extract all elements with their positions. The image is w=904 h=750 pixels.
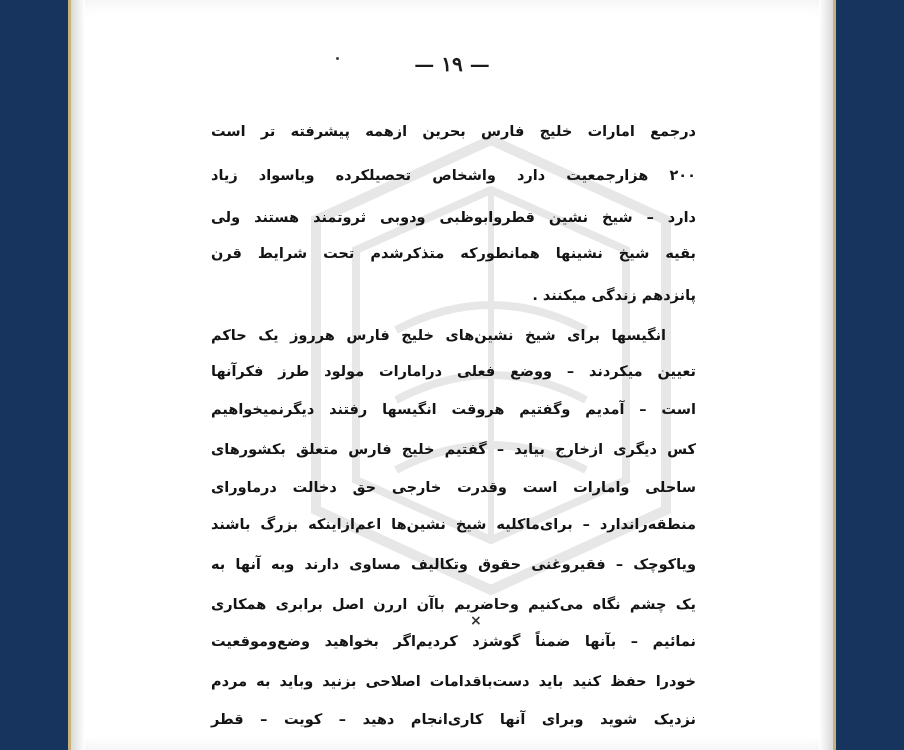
page-shadow-left — [71, 0, 85, 750]
text-line-16: نزدیک شوید وبرای آنها کاری‌انجام دهید – کویت – قطر — [211, 712, 696, 728]
text-line-12: ویاکوچک – فقیروغنی حقوق وتکالیف مساوی دارند وبه آنها به — [211, 557, 696, 573]
text-line-10: ساحلی وامارات است وقدرت خارجی حق دخالت درماورای — [211, 480, 696, 496]
right-gold-trim — [833, 0, 836, 750]
text-line-11: منطقه‌راندارد – برای‌ماکلیه شیخ نشین‌ها اعم‌ازاینکه بزرگ باشند — [211, 517, 696, 533]
handwritten-x-mark: × — [470, 613, 482, 629]
text-line-8: است – آمدیم وگفتیم هروقت انگیسها رفتند دیگرنمیخواهیم — [211, 402, 696, 418]
text-line-6: انگیسها برای شیخ نشین‌های خلیج فارس هرروز یک حاکم — [211, 328, 666, 344]
left-frame-border — [0, 0, 68, 750]
text-line-14: نمائیم – بآنها ضمناً گوشزد کردیم‌اگر بخواهید وضع‌وموقعیت — [211, 634, 696, 650]
text-line-1: درجمع امارات خلیج فارس بحرین ازهمه پیشرفته تر است — [211, 124, 696, 140]
text-line-5: پانزدهم زندگی میکنند . — [532, 288, 696, 304]
text-line-7: تعیین میکردند – ووضع فعلی درامارات مولود طرز فکرآنها — [211, 364, 696, 380]
document-page — [71, 0, 833, 750]
right-frame-border — [836, 0, 904, 750]
text-line-3: دارد – شیخ نشین قطروابوظبی ودوبی ثروتمند هستند ولی — [211, 210, 696, 226]
text-line-2: ۲۰۰ هزارجمعیت دارد واشخاص تحصیلکرده وباسواد زیاد — [211, 168, 696, 184]
text-line-4: بقیه شیخ نشینها همانطورکه متذکرشدم تحت شرایط قرن — [211, 246, 696, 262]
page-shadow-right — [819, 0, 833, 750]
text-line-9: کس دیگری ازخارج بیاید – گفتیم خلیج فارس متعلق بکشورهای — [211, 442, 696, 458]
page-number: — ١٩ — — [414, 52, 490, 76]
text-line-13: یک چشم نگاه می‌کنیم وحاضریم باآن اررن اصل برابری همکاری — [211, 597, 696, 613]
text-line-15: خودرا حفظ کنید باید دست‌باقدامات اصلاحی بزنید وباید به مردم — [211, 674, 696, 690]
